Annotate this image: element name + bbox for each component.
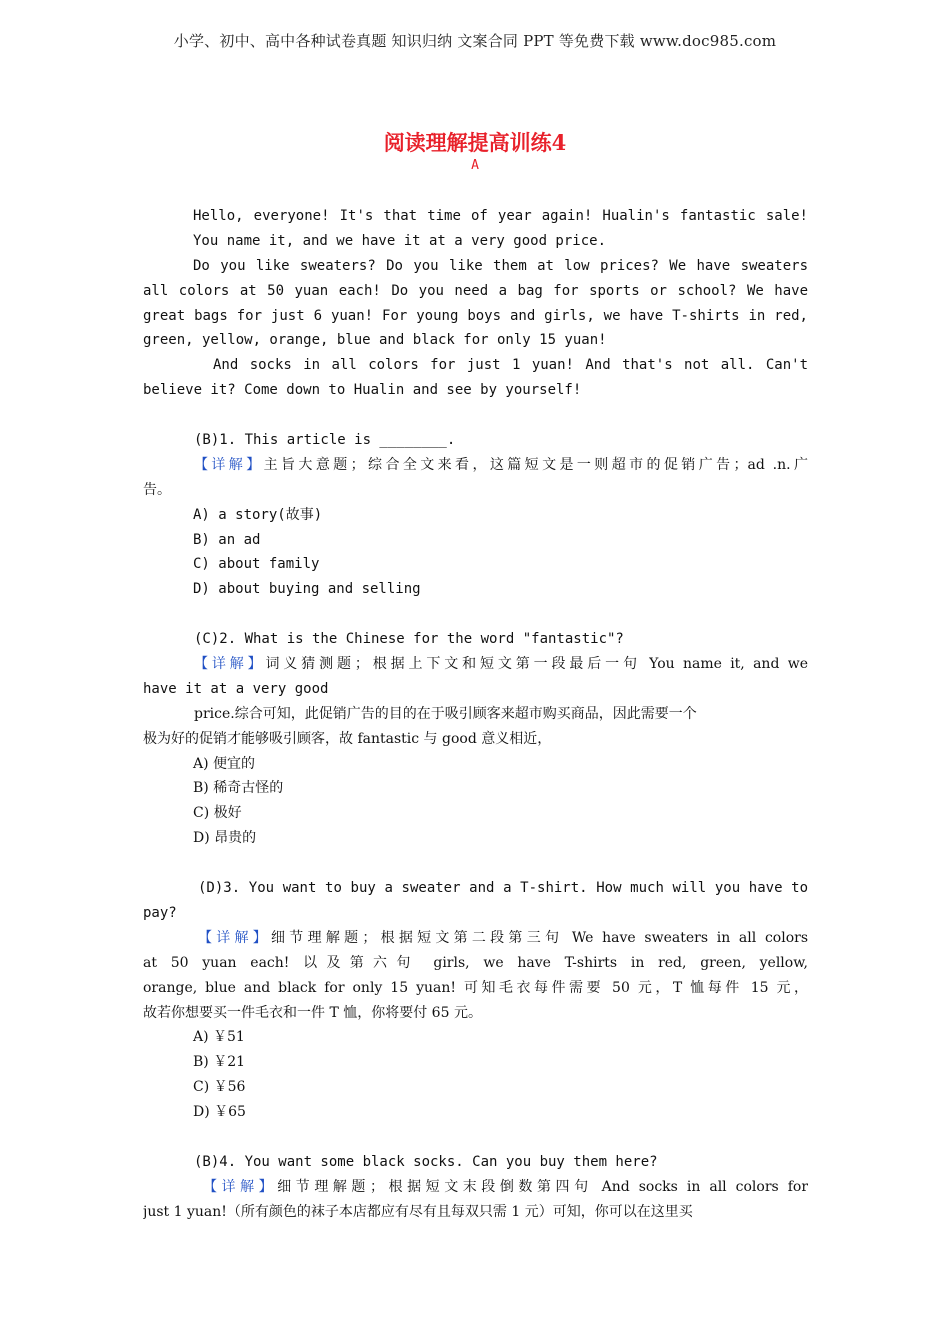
option: C) about family [193, 556, 320, 573]
option: D) ￥65 [193, 1104, 246, 1121]
option: A) ￥51 [193, 1029, 245, 1046]
detail-tag: 【详解】 [198, 929, 272, 946]
passage-line: Hello, everyone! It's that time of year again! Hualin's fantastic sale! [193, 208, 808, 224]
passage-line: believe it? Come down to Hualin and see by yourself! [143, 382, 582, 399]
option: A) a story(故事) [193, 506, 323, 523]
detail-tag: 【详解】 [194, 656, 266, 673]
question-stem: (D)3. You want to buy a sweater and a T-shirt. How much will you have to [198, 880, 808, 897]
explanation-line: have it at a very good [143, 680, 329, 697]
explanation-line: 告。 [143, 481, 171, 498]
passage-line: great bags for just 6 yuan! For young boys and girls, we have T-shirts in red, [143, 307, 808, 324]
explanation-line: 故若你想要买一件毛衣和一件 T 恤，你将要付 65 元。 [143, 1004, 482, 1021]
question-stem: (C)2. What is the Chinese for the word "fantastic"? [194, 631, 624, 648]
explanation-line: just 1 yuan!（所有颜色的袜子本店都应有尽有且每双只需 1 元）可知，你可以在这里买 [143, 1203, 693, 1220]
option: B) an ad [193, 531, 261, 548]
explanation-line: 【详解】主旨大意题；综合全文来看，这篇短文是一则超市的促销广告；ad .n.广 [194, 456, 808, 473]
option: C) ￥56 [193, 1079, 246, 1096]
passage-line: green, yellow, orange, blue and black for only 15 yuan! [143, 332, 607, 349]
content-body [143, 204, 808, 1225]
explanation-line: price.综合可知，此促销广告的目的在于吸引顾客来超市购买商品，因此需要一个 [194, 705, 697, 722]
passage-line: all colors at 50 yuan each! Do you need a bag for sports or school? We have [143, 282, 808, 299]
option: A) 便宜的 [193, 755, 256, 772]
section-label: A [471, 158, 479, 173]
page-header: 小学、初中、高中各种试卷真题 知识归纳 文案合同 PPT 等免费下载 www.doc985.com [173, 32, 777, 50]
explanation-line: 【详解】词义猜测题；根据上下文和短文第一段最后一句 You name it, and we [194, 656, 808, 673]
explanation-line: 极为好的促销才能够吸引顾客，故 fantastic 与 good 意义相近， [143, 730, 552, 747]
passage-line: And socks in all colors for just 1 yuan! And that's not all. Can't [213, 357, 808, 374]
option: D) 昂贵的 [193, 830, 257, 847]
detail-tag: 【详解】 [194, 456, 264, 473]
option: B) 稀奇古怪的 [193, 780, 284, 797]
detail-tag: 【详解】 [203, 1178, 278, 1195]
passage-line: You name it, and we have it at a very good price. [193, 232, 607, 249]
passage-line: Do you like sweaters? Do you like them at low prices? We have sweaters [193, 257, 808, 274]
question-stem: pay? [143, 904, 177, 921]
option: B) ￥21 [193, 1054, 246, 1071]
explanation-line: orange, blue and black for only 15 yuan! 可知毛衣每件需要 50 元，T 恤每件 15 元， [143, 979, 808, 996]
question-stem: (B)4. You want some black socks. Can you buy them here? [194, 1153, 658, 1170]
explanation-line: 【详解】细节理解题；根据短文第二段第三句 We have sweaters in all colors [198, 929, 808, 946]
explanation-line: 【详解】细节理解题；根据短文末段倒数第四句 And socks in all colors for [203, 1178, 808, 1195]
page-title: 阅读理解提高训练4 [383, 130, 567, 155]
question-stem: (B)1. This article is ________. [194, 432, 456, 449]
explanation-line: at 50 yuan each! 以及第六句 girls, we have T-shirts in red, green, yellow, [143, 954, 808, 971]
option: C) 极好 [193, 805, 242, 822]
option: D) about buying and selling [193, 581, 421, 598]
